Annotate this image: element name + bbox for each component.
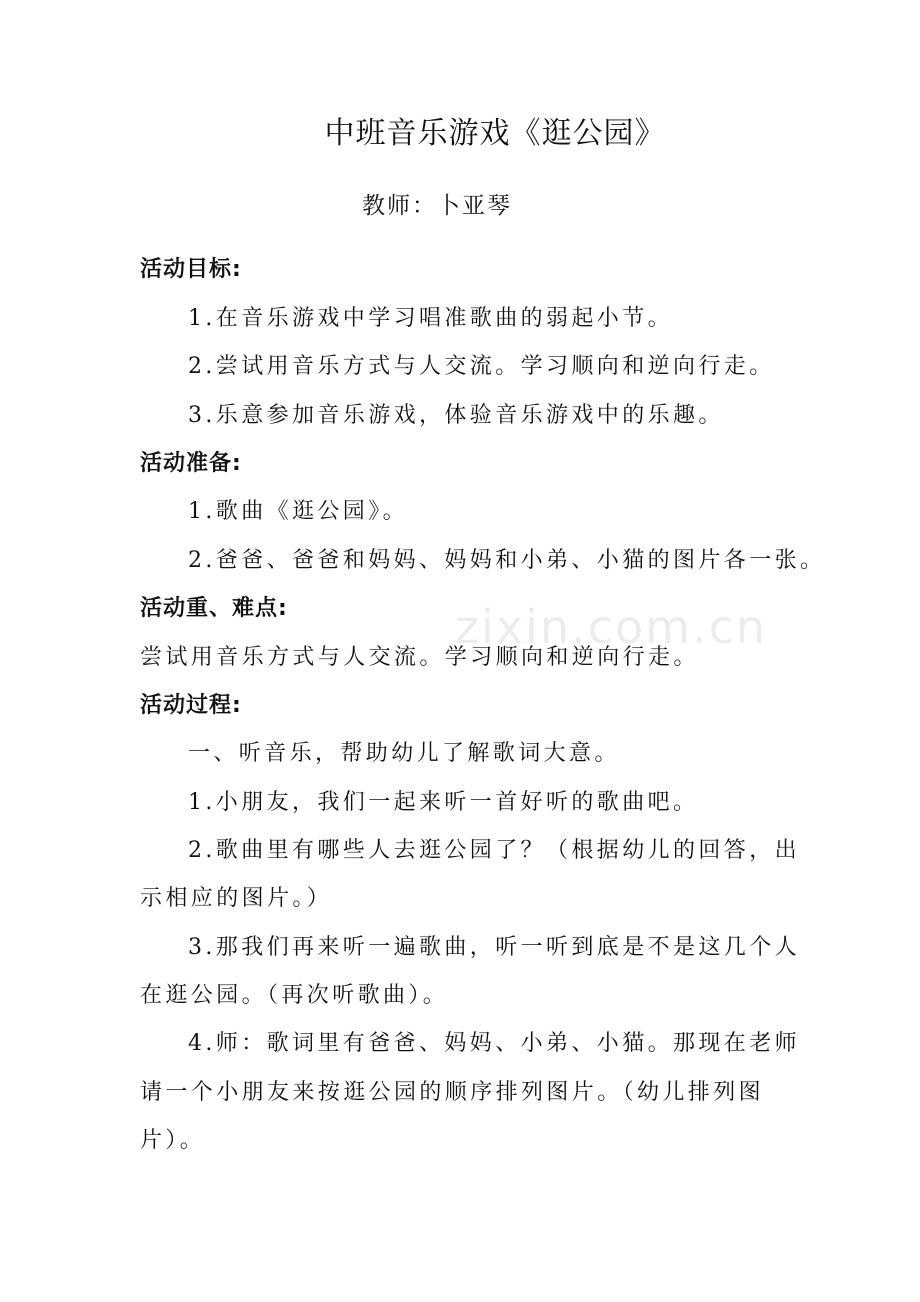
process-item-3-line-1: 3.那我们再来听一遍歌曲，听一听到底是不是这几个人 [188,935,800,960]
prep-item-1: 1.歌曲《逛公园》。 [188,499,408,524]
goals-heading: 活动目标: [140,257,242,282]
teacher-line: 教师：卜亚琴 [362,193,512,219]
prep-heading: 活动准备: [140,451,242,476]
goal-item-2: 2.尝试用音乐方式与人交流。学习顺向和逆向行走。 [188,354,775,379]
prep-item-2: 2.爸爸、爸爸和妈妈、妈妈和小弟、小猫的图片各一张。 [188,548,826,573]
process-item-2-line-2: 示相应的图片。） [140,886,333,911]
process-item-1: 1.小朋友，我们一起来听一首好听的歌曲吧。 [188,790,699,815]
watermark: zixin.com.cn [455,600,768,654]
process-item-4-line-1: 4.师：歌词里有爸爸、妈妈、小弟、小猫。那现在老师 [188,1031,800,1056]
document-title: 中班音乐游戏《逛公园》 [324,116,666,151]
process-step-1: 一、听音乐，帮助幼儿了解歌词大意。 [188,741,620,766]
process-item-2-line-1: 2.歌曲里有哪些人去逛公园了？（根据幼儿的回答，出 [188,838,800,863]
process-item-4-line-2: 请一个小朋友来按逛公园的顺序排列图片。（幼儿排列图 [140,1080,765,1105]
process-heading: 活动过程: [140,693,242,718]
goal-item-3: 3.乐意参加音乐游戏，体验音乐游戏中的乐趣。 [188,403,724,428]
key-heading: 活动重、难点: [140,596,288,621]
key-text: 尝试用音乐方式与人交流。学习顺向和逆向行走。 [140,645,699,670]
process-item-4-line-3: 片）。 [140,1128,206,1153]
process-item-3-line-2: 在逛公园。（再次听歌曲）。 [140,983,449,1008]
goal-item-1: 1.在音乐游戏中学习唱准歌曲的弱起小节。 [188,306,673,331]
